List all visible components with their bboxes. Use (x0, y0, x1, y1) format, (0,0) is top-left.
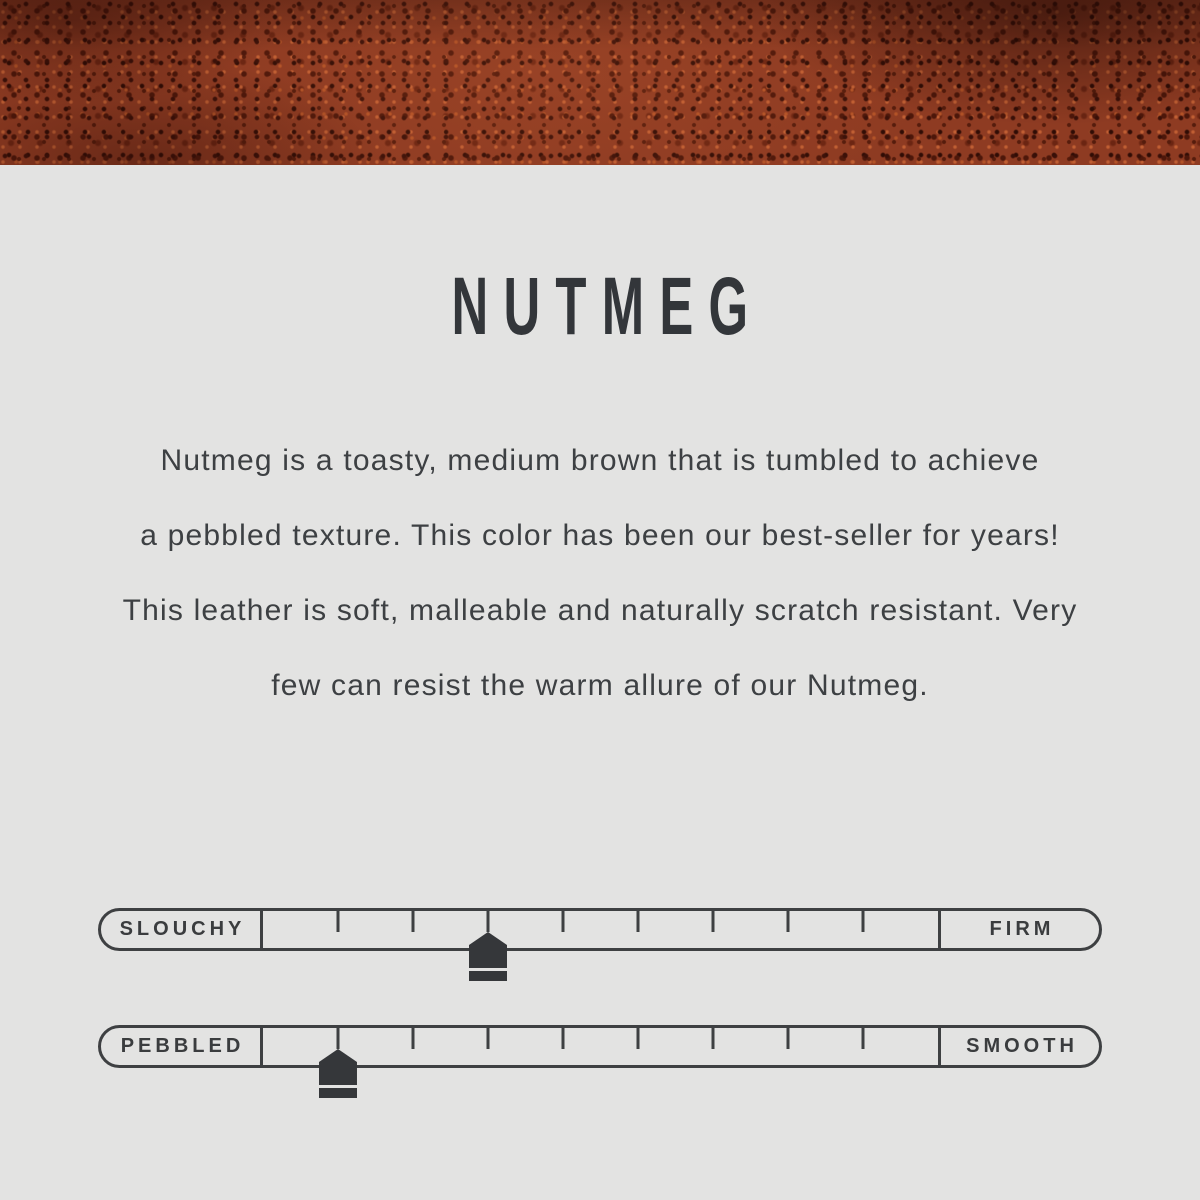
slider-right-label-section (938, 911, 1099, 948)
slider-tick (712, 1028, 715, 1049)
slider-tick (561, 1028, 564, 1049)
slider-left-label-section (101, 1028, 263, 1065)
slider-left-label-section (101, 911, 263, 948)
marker-pentagon-icon (469, 932, 507, 968)
slider-tick (561, 911, 564, 932)
slider-pebbled-smooth[interactable] (98, 1025, 1102, 1068)
slider-marker[interactable] (319, 1049, 357, 1098)
slider-tick (787, 1028, 790, 1049)
description-line: a pebbled texture. This color has been our best-seller for years! (140, 519, 1060, 552)
slider-track[interactable] (263, 1028, 938, 1065)
page-title-text: NUTMEG (451, 261, 764, 352)
marker-bar-icon (319, 1088, 357, 1098)
slider-tick (861, 1028, 864, 1049)
slider-marker[interactable] (469, 932, 507, 981)
slider-right-label: SMOOTH (966, 1035, 1078, 1057)
slider-tick (487, 1028, 490, 1049)
marker-bar-icon (469, 971, 507, 981)
slider-left-label: SLOUCHY (119, 918, 246, 940)
description-line: Nutmeg is a toasty, medium brown that is tumbled to achieve (160, 444, 1040, 477)
slider-tick (336, 911, 339, 932)
slider-track[interactable] (263, 911, 938, 948)
slider-tick (861, 911, 864, 932)
leather-swatch-photo (0, 0, 1200, 165)
slider-left-label: PEBBLED (120, 1035, 245, 1057)
leather-shading-overlay (0, 0, 1200, 165)
description-line: This leather is soft, malleable and naturally scratch resistant. Very (122, 594, 1078, 627)
slider-tick (637, 911, 640, 932)
slider-tick (411, 1028, 414, 1049)
marker-pentagon-icon (319, 1049, 357, 1085)
slider-tick (712, 911, 715, 932)
slider-tick (336, 1028, 339, 1049)
description-line: few can resist the warm allure of our Nutmeg. (271, 669, 929, 702)
slider-tick (487, 911, 490, 932)
slider-tick (411, 911, 414, 932)
page-title (0, 262, 1200, 352)
slider-right-label: FIRM (989, 918, 1055, 940)
slider-slouchy-firm[interactable] (98, 908, 1102, 951)
slider-tick (787, 911, 790, 932)
slider-tick (637, 1028, 640, 1049)
color-description (0, 423, 1200, 723)
slider-right-label-section (938, 1028, 1099, 1065)
